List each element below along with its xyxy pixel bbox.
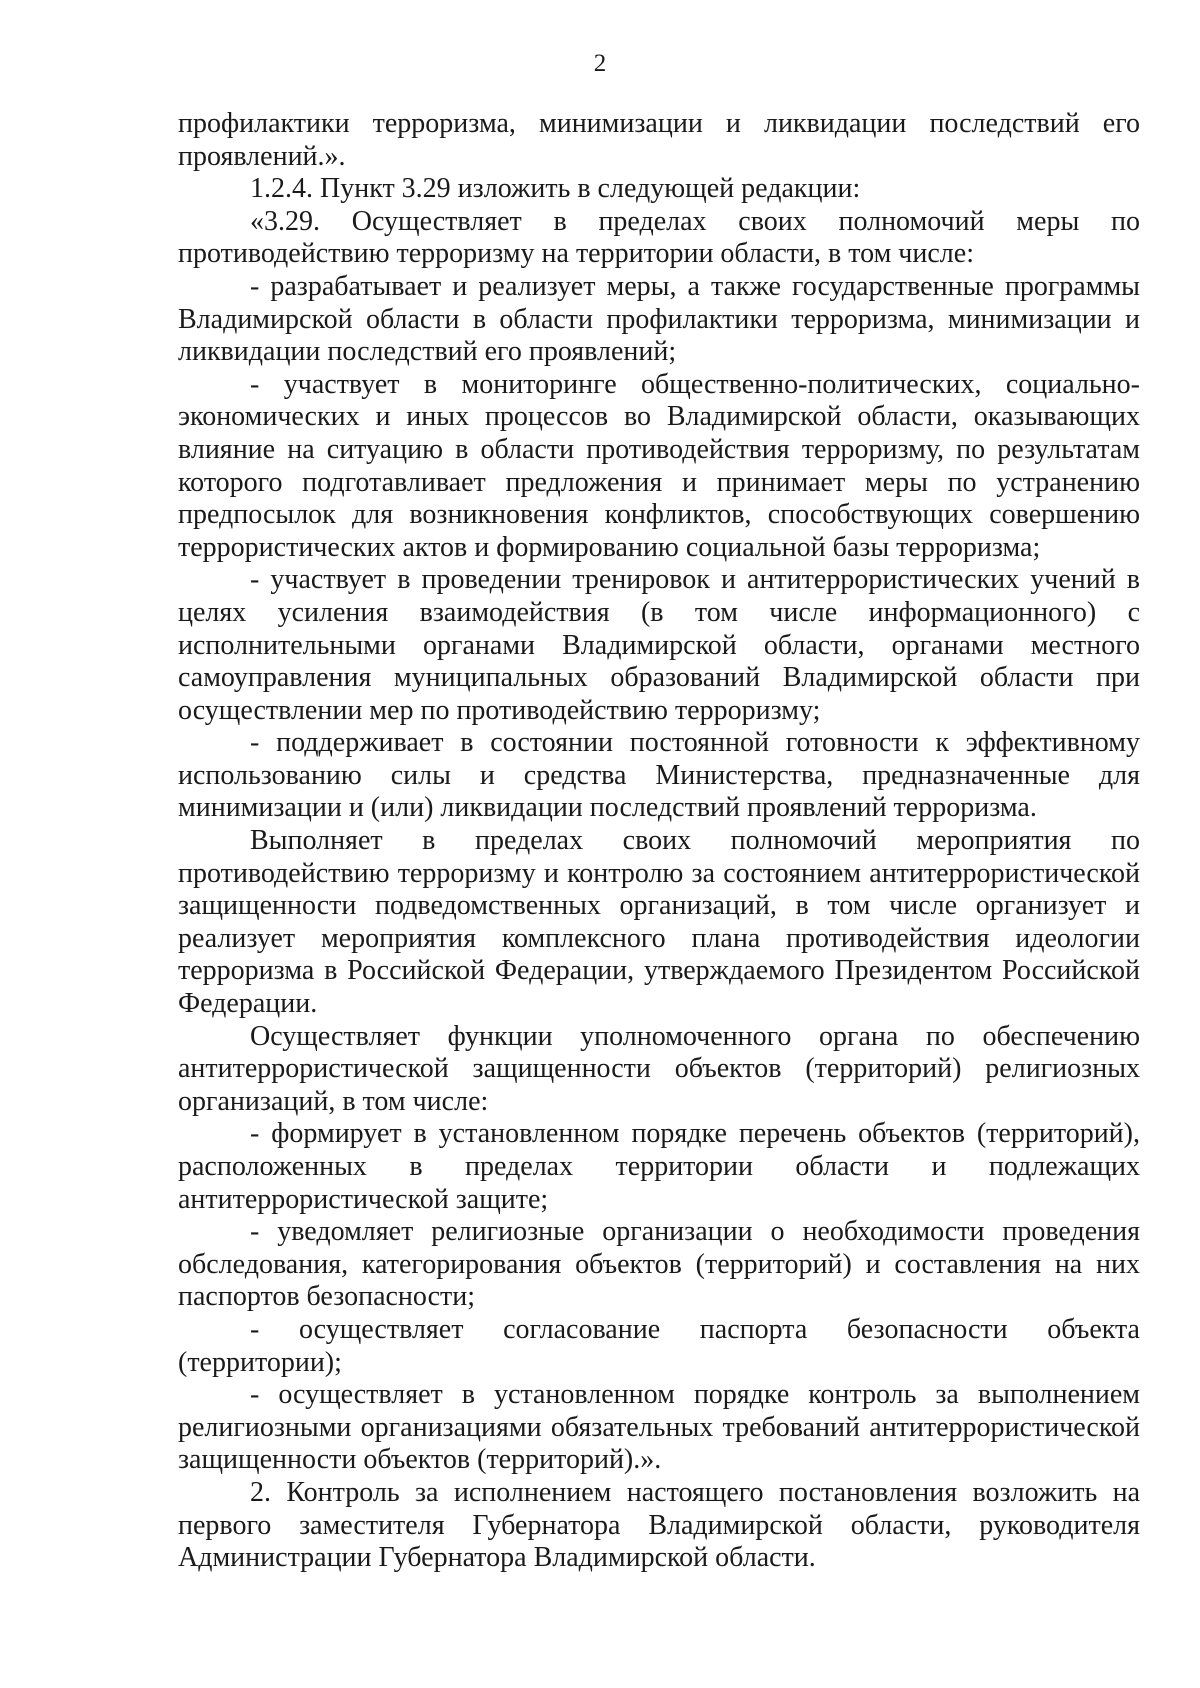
- paragraph: - формирует в установленном порядке перечень объектов (территорий), расположенных в пределах территории области и подлежащих антитеррористической защите;: [178, 1118, 1140, 1215]
- paragraph: 2. Контроль за исполнением настоящего постановления возложить на первого заместителя Губернатора Владимирской области, руководителя Администрации Губернатора Владимирской области.: [178, 1476, 1140, 1574]
- paragraph: профилактики терроризма, минимизации и ликвидации последствий его проявлений.».: [178, 108, 1140, 172]
- document-body: [178, 108, 1140, 1575]
- paragraph: Выполняет в пределах своих полномочий мероприятия по противодействию терроризму и контролю за состоянием антитеррористической защищенности подведомственных организаций, в том числе организует и реализует мероприятия комплексного плана противодействия идеологии терроризма в Российской Федерации, утверждаемого Президентом Российской Федерации.: [178, 825, 1140, 1020]
- paragraph: - разрабатывает и реализует меры, а также государственные программы Владимирской области в области профилактики терроризма, минимизации и ликвидации последствий его проявлений;: [178, 270, 1140, 368]
- page-number: 2: [593, 50, 607, 77]
- paragraph: - поддерживает в состоянии постоянной готовности к эффективному использованию силы и средства Министерства, предназначенные для минимизации и (или) ликвидации последствий проявлений терроризма.: [178, 727, 1140, 824]
- paragraph: «3.29. Осуществляет в пределах своих полномочий меры по противодействию терроризму на территории области, в том числе:: [178, 205, 1140, 270]
- paragraph: - уведомляет религиозные организации о необходимости проведения обследования, категорирования объектов (территорий) и составления на них паспортов безопасности;: [178, 1216, 1140, 1313]
- paragraph: 1.2.4. Пункт 3.29 изложить в следующей редакции:: [250, 173, 861, 205]
- paragraph: - участвует в мониторинге общественно-политических, социально-экономических и иных процессов во Владимирской области, оказывающих влияние на ситуацию в области противодействия терроризму, по результатам которого подготавливает предложения и принимает меры по устранению предпосылок для возникновения конфликтов, способствующих совершению террористических актов и формированию социальной базы терроризма;: [178, 368, 1140, 563]
- paragraph: Осуществляет функции уполномоченного органа по обеспечению антитеррористической защищенности объектов (территорий) религиозных организаций, в том числе:: [178, 1020, 1140, 1117]
- paragraph: - участвует в проведении тренировок и антитеррористических учений в целях усиления взаимодействия (в том числе информационного) с исполнительными органами Владимирской области, органами местного самоуправления муниципальных образований Владимирской области при осуществлении мер по противодействию терроризму;: [178, 564, 1140, 726]
- paragraph: - осуществляет согласование паспорта безопасности объекта (территории);: [178, 1313, 1140, 1378]
- paragraph: - осуществляет в установленном порядке контроль за выполнением религиозными организациями обязательных требований антитеррористической защищенности объектов (территорий).».: [178, 1379, 1140, 1476]
